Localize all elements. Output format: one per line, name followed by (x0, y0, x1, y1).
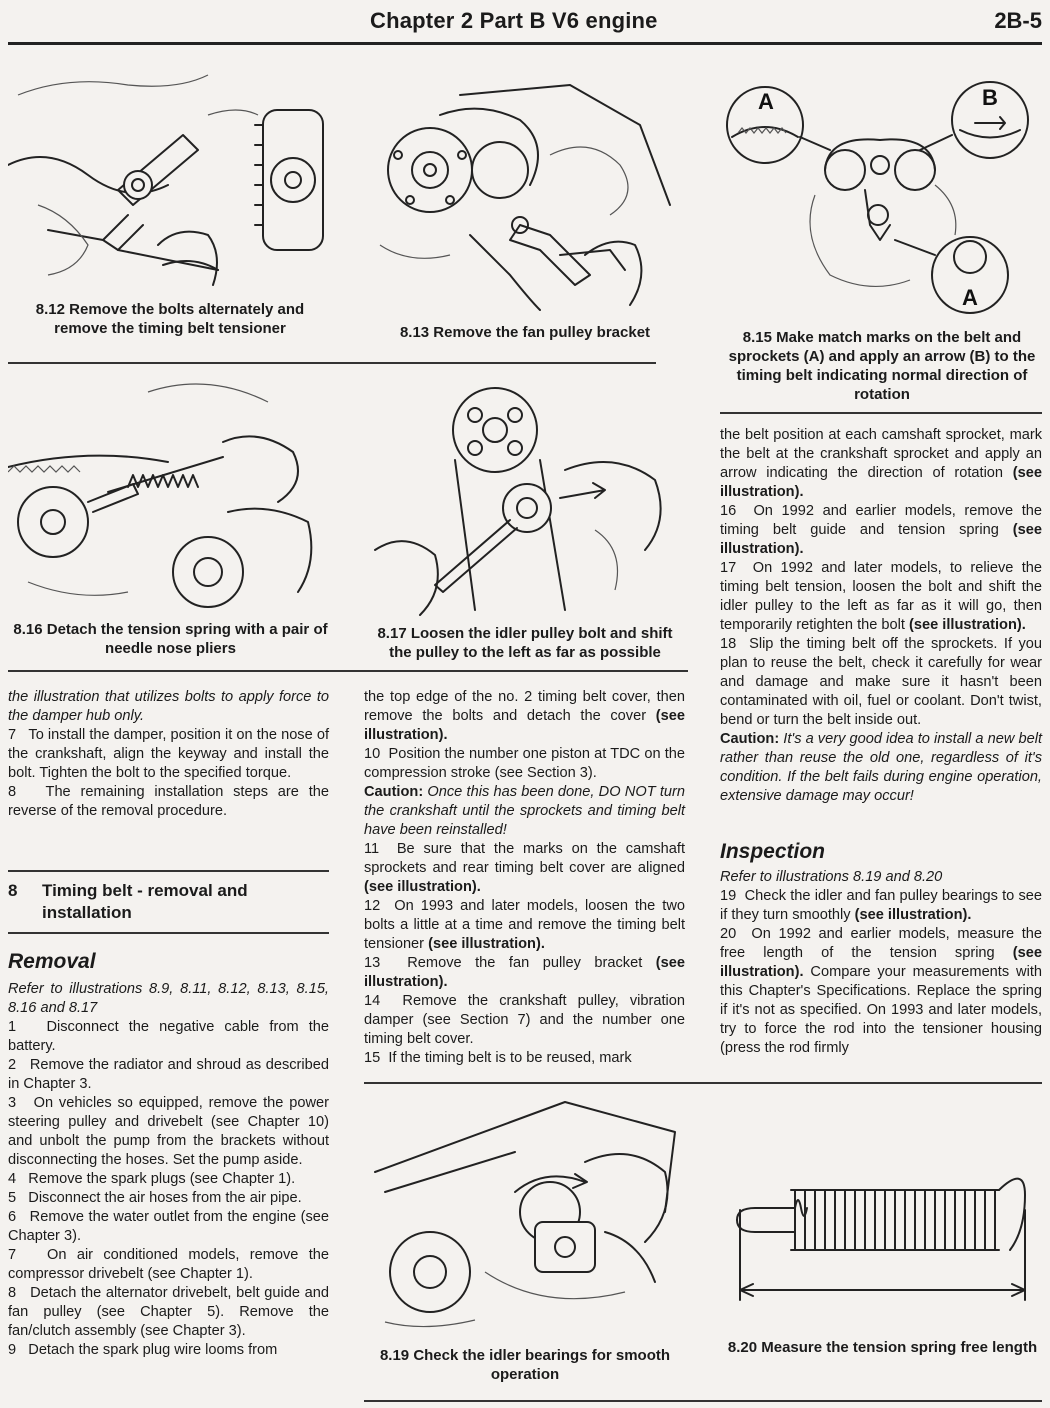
step-18: 18 Slip the timing belt off the sprockets. If you plan to reuse the belt, check it carefully for wear and damage and make sure it hasn't been contaminated with oil, fuel or coolant. Don't twist, bend or turn the belt inside out. (720, 636, 1042, 728)
figure-8-12-illustration (8, 55, 333, 295)
figure-8-17-illustration (365, 380, 685, 620)
step-2: 2 Remove the radiator and shroud as described in Chapter 3. (8, 1057, 329, 1092)
label-a-top-left: A (758, 89, 774, 114)
removal-heading: Removal (8, 950, 96, 973)
step-11: 11 Be sure that the marks on the camshaft sprockets and rear timing belt cover are aligned (see illustration). (364, 841, 685, 895)
figure-8-16-illustration (8, 372, 333, 612)
step-15: 15 If the timing belt is to be reused, mark (364, 1050, 632, 1066)
step-8-reverse: 8 The remaining installation steps are the reverse of the removal procedure. (8, 784, 329, 819)
page-number: 2B-5 (994, 8, 1042, 33)
caption-8-15: 8.15 Make match marks on the belt and sprockets (A) and apply an arrow (B) to the timing belt indicating normal direction of rotation (728, 329, 1036, 403)
inspection-refer: Refer to illustrations 8.19 and 8.20 (720, 869, 943, 885)
step-10: 10 Position the number one piston at TDC on the compression stroke (see Section 3). (364, 746, 685, 781)
caption-8-13: 8.13 Remove the fan pulley bracket (399, 324, 651, 341)
rule-bottom-figures (364, 1082, 1042, 1084)
section-number: 8 (8, 881, 18, 900)
step-19: 19 Check the idler and fan pulley bearings to see if they turn smoothly (see illustration). (720, 888, 1042, 923)
column-2-text (364, 688, 685, 1068)
step-12: 12 On 1993 and later models, loosen the two bolts a little at a time and remove the timing belt tensioner (see illustration). (364, 898, 685, 952)
rule-page-bottom (364, 1400, 1042, 1402)
caption-8-17: 8.17 Loosen the idler pulley bolt and shift the pulley to the left as far as possible (377, 625, 673, 661)
paragraph-belt-cover: the top edge of the no. 2 timing belt cover, then remove the bolts and detach the cover (see illustration). (364, 689, 685, 743)
figure-8-20-illustration (725, 1150, 1040, 1310)
step-13: 13 Remove the fan pulley bracket (see illustration). (364, 955, 686, 990)
caption-8-16: 8.16 Detach the tension spring with a pair of needle nose pliers (13, 621, 328, 657)
removal-steps (8, 980, 329, 1360)
step-7-install-damper: 7 To install the damper, position it on the nose of the crankshaft, align the keyway and install the bolt. Tighten the bolt to the specified torque. (8, 727, 329, 781)
caption-8-12: 8.12 Remove the bolts alternately and remove the timing belt tensioner (35, 301, 305, 337)
step-7-compressor: 7 On air conditioned models, remove the compressor drivebelt (see Chapter 1). (8, 1247, 329, 1282)
label-a-bottom: A (962, 285, 978, 310)
step-6: 6 Remove the water outlet from the engine (see Chapter 3). (8, 1209, 329, 1244)
step-20: 20 On 1992 and earlier models, measure the free length of the tension spring (see illustration). Compare your measurements with this Chapter's Specifications. Replace the spring if it's not as specified. On 1993 and later models, try to force the rod into the tensioner housing (press the rod firmly (720, 926, 1042, 1056)
step-9: 9 Detach the spark plug wire looms from (8, 1342, 278, 1358)
step-8-alternator: 8 Detach the alternator drivebelt, belt guide and fan pulley (see Chapter 5). Remove the fan/clutch assembly (see Chapter 3). (8, 1285, 329, 1339)
section-title: Timing belt - removal and installation (42, 881, 248, 922)
inspection-steps (720, 868, 1042, 1058)
rule-section-bottom (8, 932, 329, 934)
column-3-text (720, 426, 1042, 806)
inspection-heading: Inspection (720, 840, 826, 863)
step-1: 1 Disconnect the negative cable from the battery. (8, 1019, 329, 1054)
rule-section-top (8, 870, 329, 872)
step-14: 14 Remove the crankshaft pulley, vibration damper (see Section 7) and the number one timing belt cover. (364, 993, 685, 1047)
step-4: 4 Remove the spark plugs (see Chapter 1). (8, 1171, 296, 1187)
caption-8-20: 8.20 Measure the tension spring free length (727, 1339, 1038, 1356)
column-1-text (8, 688, 329, 821)
paragraph-belt-marks: the belt position at each camshaft sprocket, mark the belt at the crankshaft sprocket and apply an arrow indicating the direction of rotation (see illustration). (720, 427, 1042, 500)
step-17: 17 On 1992 and later models, to relieve the timing belt tension, loosen the bolt and shift the idler pulley to the left as far as it will go, then temporarily retighten the bolt (see illustration). (720, 560, 1042, 633)
rule-row2 (8, 670, 688, 672)
figure-8-15-illustration (720, 75, 1042, 325)
rule-row1-left (8, 362, 656, 364)
step-3: 3 On vehicles so equipped, remove the power steering pulley and drivebelt (see Chapter 10) and unbolt the pump from the brackets without disconnecting the hoses. Set the pump aside. (8, 1095, 329, 1168)
header-rule (8, 42, 1042, 45)
figure-8-13-illustration (370, 75, 690, 315)
step-16: 16 On 1992 and earlier models, remove the timing belt guide and tension spring (see illustration). (720, 503, 1042, 557)
caption-8-19: 8.19 Check the idler bearings for smooth operation (379, 1347, 671, 1383)
chapter-title: Chapter 2 Part B V6 engine (370, 8, 658, 33)
removal-refer: Refer to illustrations 8.9, 8.11, 8.12, 8.13, 8.15, 8.16 and 8.17 (8, 981, 329, 1016)
rule-col3-fig815 (720, 412, 1042, 414)
step-5: 5 Disconnect the air hoses from the air pipe. (8, 1190, 302, 1206)
caution-new-belt: Caution: It's a very good idea to install a new belt rather than reuse the old one, regardless of it's condition. If the belt fails during engine operation, extensive damage may occur! (720, 731, 1043, 804)
label-b: B (982, 85, 998, 110)
caution-crankshaft: Caution: Once this has been done, DO NOT turn the crankshaft until the sprockets and timing belt have been reinstalled! (364, 784, 685, 838)
paragraph-damper-force: the illustration that utilizes bolts to apply force to the damper hub only. (8, 689, 329, 724)
figure-8-19-illustration (365, 1092, 685, 1342)
